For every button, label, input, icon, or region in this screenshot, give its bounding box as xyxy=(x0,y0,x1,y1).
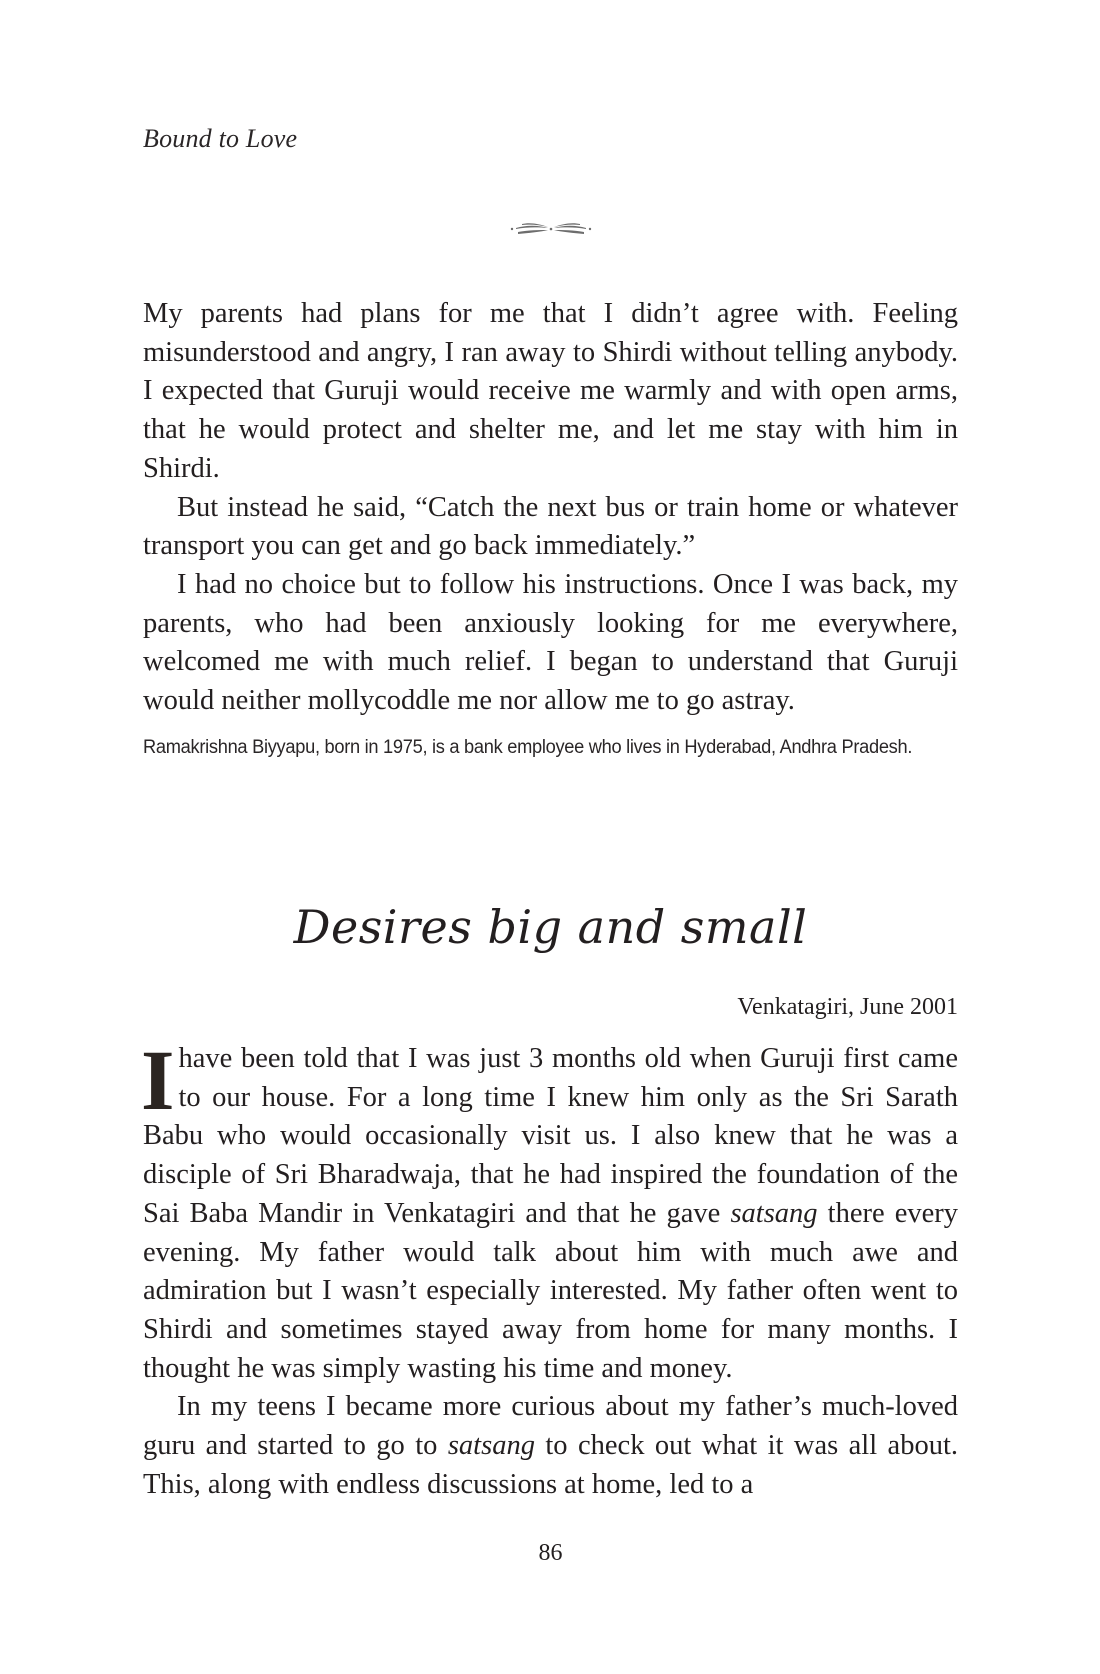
chapter-title: Desires big and small xyxy=(293,900,808,954)
drop-cap: I xyxy=(141,1032,175,1128)
paragraph: My parents had plans for me that I didn’t agree with. Feeling misunderstood and angry, I ran away to Shirdi without telling anybody. I expected that Guruji would receive me warmly and with open arms, that he would protect and shelter me, and let me stay with him in Shirdi. xyxy=(143,298,958,484)
chapter-body xyxy=(141,1032,959,1504)
contributor-bio: Ramakrishna Biyyapu, born in 1975, is a bank employee who lives in Hyderabad, Andhra Pradesh. xyxy=(143,737,913,758)
paragraph-text: have been told that I was just 3 months old when Guruji first came to our house. For a long time I knew him only as the Sri Sarath Babu who would occasionally visit us. I also knew that he was a disciple of Sri Bharadwaja, that he had inspired the foundation of the Sai Baba Mandir in Venkatagiri and that he gave xyxy=(143,1043,958,1229)
paragraph: But instead he said, “Catch the next bus or train home or whatever transport you can get and go back immediately.” xyxy=(143,491,958,562)
paragraph-text: to check out what it was all about. This, along with endless discussions at home, led to a xyxy=(143,1430,958,1500)
paragraph-text: there every evening. My father would talk about him with much awe and admiration but I wasn’t especially interested. My father often went to Shirdi and sometimes stayed away from home for many months. I thought he was simply wasting his time and money. xyxy=(143,1197,959,1384)
paragraph: I had no choice but to follow his instructions. Once I was back, my parents, who had been anxiously looking for me everywhere, welcomed me with much relief. I began to understand that Guruji would neither mollycoddle me nor allow me to go astray. xyxy=(143,568,958,717)
running-head: Bound to Love xyxy=(143,124,298,153)
paragraph xyxy=(143,1388,958,1504)
page-number: 86 xyxy=(538,1540,563,1566)
paragraph xyxy=(141,1032,959,1388)
italic-term: satsang xyxy=(730,1197,818,1229)
fleuron-ornament-icon xyxy=(508,216,594,242)
paragraph-text: In my teens I became more curious about my father’s much-loved guru and started to go to xyxy=(143,1391,958,1462)
italic-term: satsang xyxy=(447,1430,535,1462)
dateline: Venkatagiri, June 2001 xyxy=(737,994,958,1020)
previous-story-body xyxy=(143,295,958,721)
